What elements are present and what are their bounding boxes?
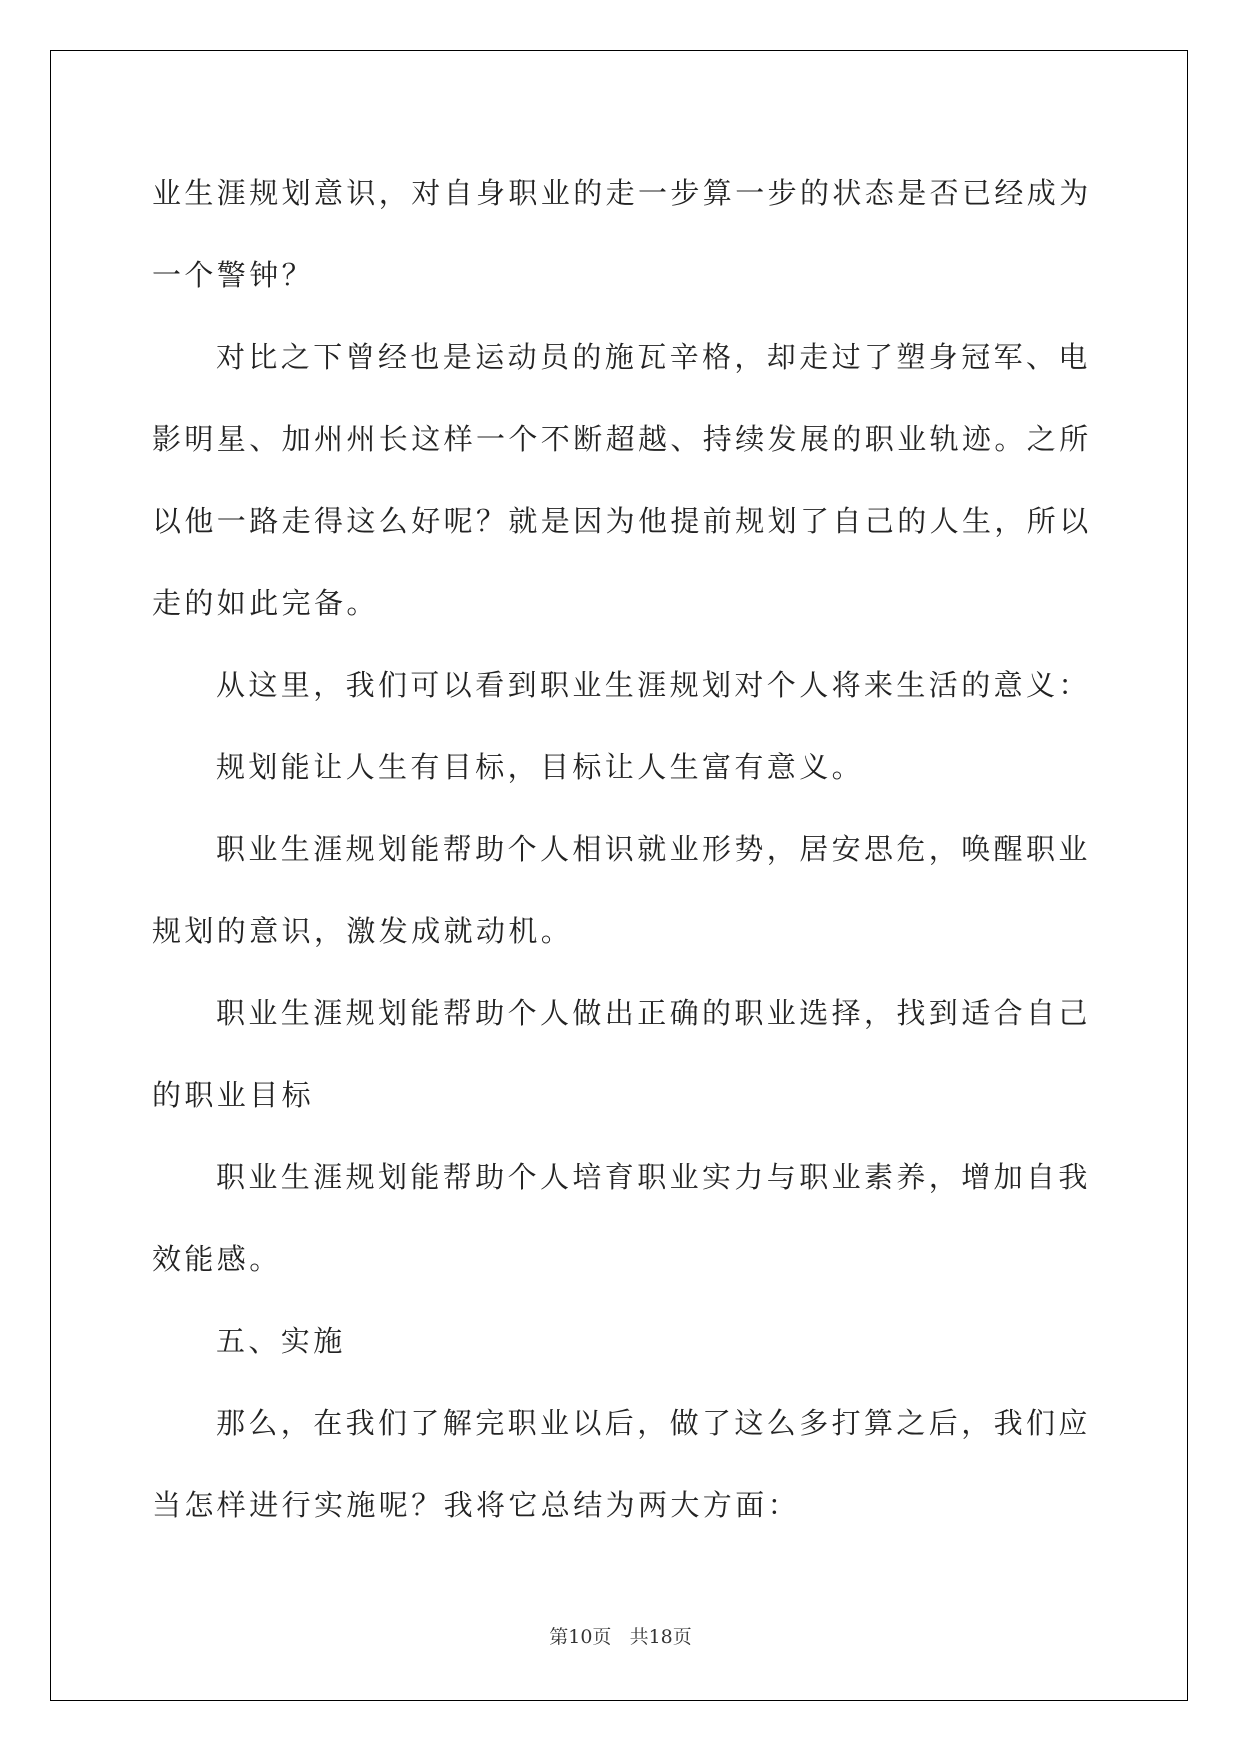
paragraph: 规划能让人生有目标，目标让人生富有意义。 <box>216 750 865 784</box>
total-page-count: 共18页 <box>629 1626 692 1648</box>
paragraph: 职业生涯规划能帮助个人培育职业实力与职业素养，增加自我效能感。 <box>152 1160 1091 1276</box>
page-footer <box>0 1622 1241 1649</box>
current-page-number: 第10页 <box>549 1626 612 1648</box>
paragraph: 职业生涯规划能帮助个人相识就业形势，居安思危，唤醒职业规划的意识，激发成就动机。 <box>152 832 1091 948</box>
paragraph: 业生涯规划意识，对自身职业的走一步算一步的状态是否已经成为一个警钟？ <box>152 176 1092 292</box>
section-heading: 五、实施 <box>216 1324 346 1358</box>
paragraph: 职业生涯规划能帮助个人做出正确的职业选择，找到适合自己的职业目标 <box>152 996 1091 1112</box>
paragraph: 对比之下曾经也是运动员的施瓦辛格，却走过了塑身冠军、电影明星、加州州长这样一个不断超越、持续发展的职业轨迹。之所以他一路走得这么好呢？就是因为他提前规划了自己的人生，所以走的如此完备。 <box>152 340 1092 620</box>
paragraph: 那么，在我们了解完职业以后，做了这么多打算之后，我们应当怎样进行实施呢？我将它总结为两大方面： <box>152 1406 1091 1522</box>
document-body <box>152 152 1092 1546</box>
paragraph: 从这里，我们可以看到职业生涯规划对个人将来生活的意义： <box>216 668 1091 702</box>
